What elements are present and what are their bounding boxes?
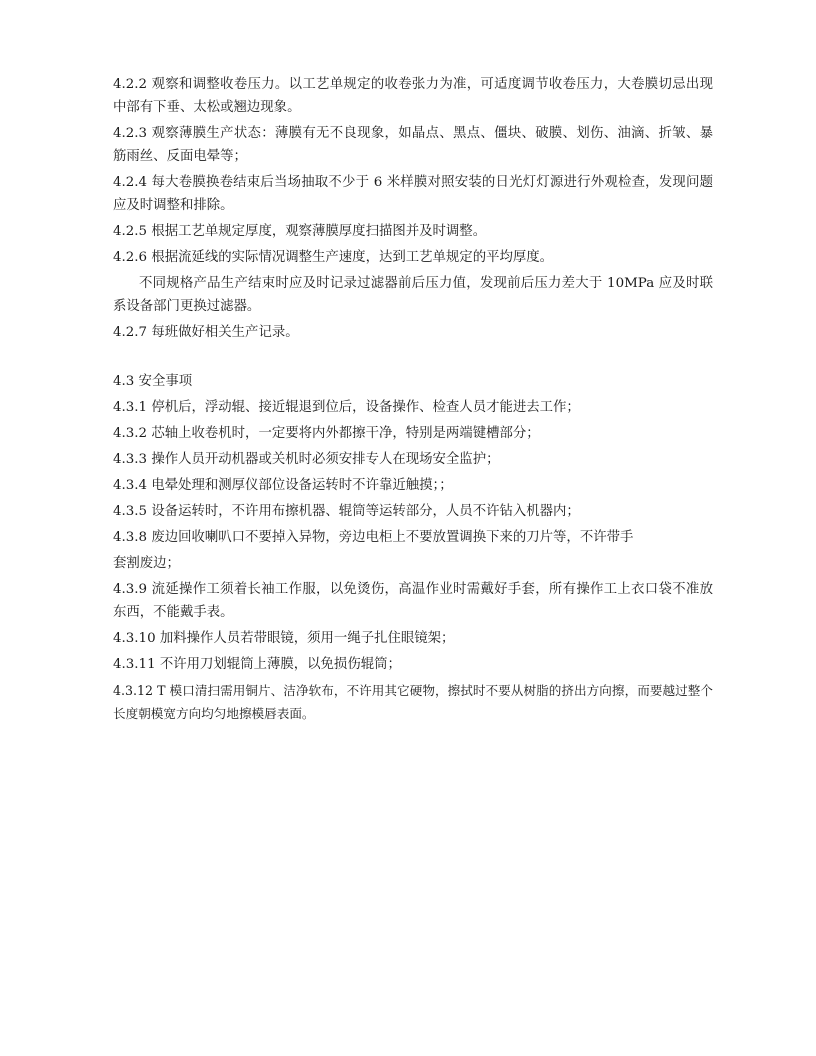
paragraph-4-2-5: 4.2.5 根据工艺单规定厚度，观察薄膜厚度扫描图并及时调整。 [113, 224, 487, 239]
paragraph-4-3-5: 4.3.5 设备运转时，不许用布擦机器、辊筒等运转部分，人员不许钻入机器内； [113, 504, 580, 519]
paragraph-4-3-9: 4.3.9 流延操作工须着长袖工作服，以免烫伤，高温作业时需戴好手套，所有操作工上衣口袋不准放东西，不能戴手表。 [113, 582, 713, 620]
paragraph-4-2-3: 4.2.3 观察薄膜生产状态：薄膜有无不良现象，如晶点、黑点、僵块、破膜、划伤、油滴、折皱、暴筋雨丝、反面电晕等； [113, 126, 713, 164]
paragraph-4-2-2: 4.2.2 观察和调整收卷压力。以工艺单规定的收卷张力为准，可适度调节收卷压力，大卷膜切忌出现中部有下垂、太松或翘边现象。 [113, 77, 713, 115]
paragraph-4-3-4: 4.3.4 电晕处理和测厚仪部位设备运转时不许靠近触摸；； [113, 478, 453, 493]
section-gap [113, 347, 713, 370]
paragraph-4-3-8-continued: 套割废边； [113, 556, 180, 571]
paragraph-4-3-3: 4.3.3 操作人员开动机器或关机时必须安排专人在现场安全监护； [113, 452, 500, 467]
paragraph-4-3-12: 4.3.12 T 模口清扫需用铜片、洁净软布，不许用其它硬物，擦拭时不要从树脂的挤出方向擦，而要越过整个长度朝模宽方向均匀地擦模唇表面。 [113, 683, 713, 721]
paragraph-4-3-2: 4.3.2 芯轴上收卷机时，一定要将内外都擦干净，特别是两端键槽部分； [113, 426, 540, 441]
paragraph-4-2-7: 4.2.7 每班做好相关生产记录。 [113, 325, 299, 340]
paragraph-4-3-11: 4.3.11 不许用刀划辊筒上薄膜，以免损伤辊筒； [113, 657, 401, 672]
paragraph-4-3-1: 4.3.1 停机后，浮动辊、接近辊退到位后，设备操作、检查人员才能进去工作； [113, 400, 580, 415]
paragraph-4-3-8: 4.3.8 废边回收喇叭口不要掉入异物，旁边电柜上不要放置调换下来的刀片等，不许带手 [113, 530, 634, 545]
document-body [113, 73, 713, 728]
paragraph-4-2-4: 4.2.4 每大卷膜换卷结束后当场抽取不少于 6 米样膜对照安装的日光灯灯源进行外观检查，发现问题应及时调整和排除。 [113, 175, 713, 213]
paragraph-filter-pressure: 不同规格产品生产结束时应及时记录过滤器前后压力值，发现前后压力差大于 10MPa 应及时联系设备部门更换过滤器。 [113, 276, 713, 314]
paragraph-4-2-6: 4.2.6 根据流延线的实际情况调整生产速度，达到工艺单规定的平均厚度。 [113, 250, 554, 265]
paragraph-4-3-10: 4.3.10 加料操作人员若带眼镜，须用一绳子扎住眼镜架； [113, 631, 455, 646]
section-heading-4-3: 4.3 安全事项 [113, 374, 193, 389]
